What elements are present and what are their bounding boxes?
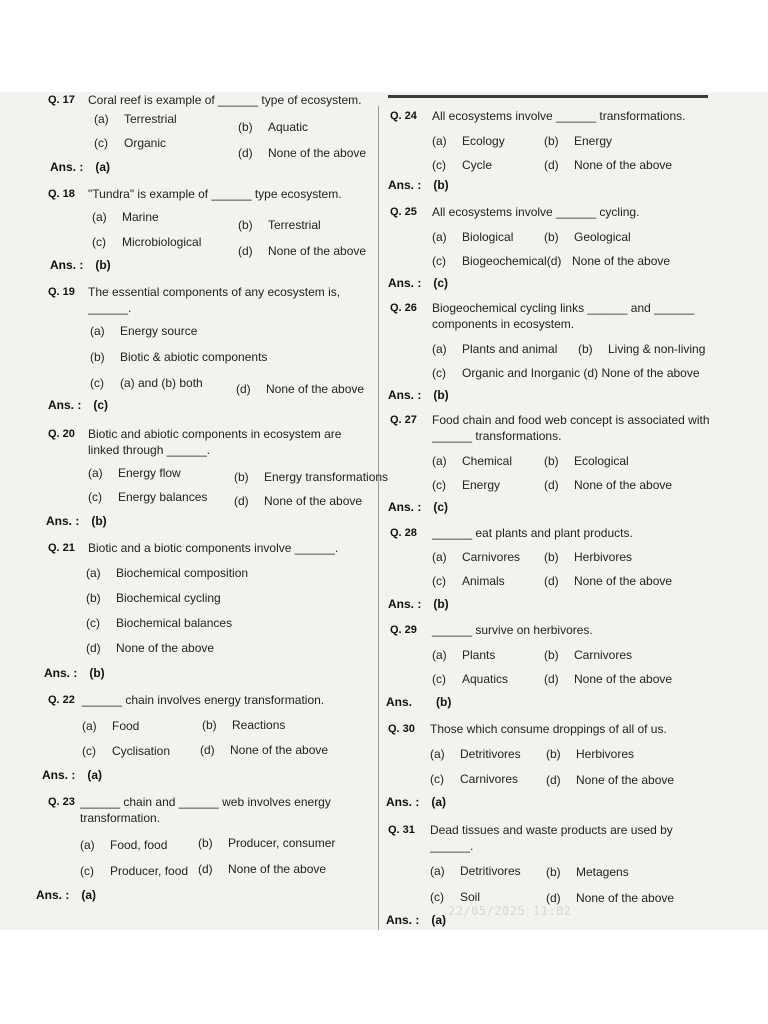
option-b: (b) Biotic & abiotic components — [90, 350, 268, 364]
option-c: (c) Organic — [94, 136, 167, 150]
question-number: Q. 19 — [48, 286, 75, 298]
option-a: (a) Plants — [432, 648, 496, 662]
question-number: Q. 30 — [388, 723, 415, 735]
option-b: (b) Ecological — [544, 454, 629, 468]
question-text: ______ chain involves energy transformation. — [82, 693, 325, 707]
option-c: (c) Soil — [430, 890, 481, 904]
question-text: Biogeochemical cycling links ______ and ______ components in ecosystem. — [432, 301, 695, 331]
question-text: Food chain and food web concept is associated with ______ transformations. — [432, 413, 710, 443]
question-text: "Tundra" is example of ______ type ecosystem. — [88, 187, 342, 201]
answer: Ans. : (b) — [46, 514, 107, 528]
option-d: None of the above — [572, 254, 671, 268]
header-rule — [388, 95, 708, 98]
option-d: (d) None of the above — [238, 146, 367, 160]
answer: Ans. : (b) — [388, 178, 449, 192]
option-a: (a) Detritivores — [430, 747, 521, 761]
option-b: (b) Living & non-living — [578, 342, 706, 356]
option-c: (c) Biochemical balances — [86, 616, 233, 630]
option-a: (a) Energy flow — [88, 466, 181, 480]
option-d: (d) None of the above — [544, 158, 673, 172]
answer: Ans. : (a) — [50, 160, 111, 174]
option-c: (c) (a) and (b) both — [90, 376, 203, 390]
option-b: (b) Terrestrial — [238, 218, 321, 232]
photo-timestamp: 22/05/2025 11:02 — [448, 904, 572, 918]
answer: Ans. : (c) — [388, 500, 449, 514]
question-text: ______ eat plants and plant products. — [432, 526, 633, 540]
option-b: (b) Aquatic — [238, 120, 309, 134]
option-c: (c) Animals — [432, 574, 505, 588]
option-c: (c) Aquatics — [432, 672, 509, 686]
option-a: (a) Terrestrial — [94, 112, 177, 126]
option-c: (c) Organic and Inorganic (d) None of the above — [432, 366, 700, 380]
option-d: (d) None of the above — [238, 244, 367, 258]
option-b: (b) Biochemical cycling — [86, 591, 221, 605]
question-number: Q. 23 — [48, 796, 75, 808]
option-a: (a) Ecology — [432, 134, 505, 148]
option-a: (a) Carnivores — [432, 550, 521, 564]
column-divider — [378, 106, 379, 930]
answer: Ans. : (a) — [42, 768, 103, 782]
question-text: Biotic and abiotic components in ecosystem are linked through ______. — [88, 427, 342, 457]
question-text: ______ survive on herbivores. — [432, 623, 593, 637]
answer: Ans. : (a) — [386, 795, 447, 809]
option-c: (c) Biogeochemical(d) — [432, 254, 562, 268]
question-number: Q. 18 — [48, 188, 75, 200]
option-b: (b) Energy — [544, 134, 613, 148]
question-text: Biotic and a biotic components involve ______. — [88, 541, 339, 555]
answer: Ans. : (c) — [388, 276, 449, 290]
question-text: Those which consume droppings of all of us. — [430, 722, 667, 736]
option-d: (d) None of the above — [198, 862, 327, 876]
question-text: The essential components of any ecosystem is, ______. — [88, 285, 341, 315]
question-number: Q. 29 — [390, 624, 417, 636]
option-c: (c) Producer, food — [80, 864, 189, 878]
question-number: Q. 17 — [48, 94, 75, 106]
option-d: (d) None of the above — [234, 494, 363, 508]
option-c: (c) Energy — [432, 478, 501, 492]
option-a: (a) Chemical — [432, 454, 513, 468]
question-number: Q. 26 — [390, 302, 417, 314]
question-number: Q. 24 — [390, 110, 417, 122]
answer: Ans. : (b) — [388, 597, 449, 611]
option-d: (d) None of the above — [200, 743, 329, 757]
option-d: (d) None of the above — [546, 773, 675, 787]
answer: Ans. : (b) — [388, 388, 449, 402]
option-b: (b) Energy transformations — [234, 470, 389, 484]
option-b: (b) Metagens — [546, 865, 629, 879]
option-a: (a) Detritivores — [430, 864, 521, 878]
option-a: (a) Energy source — [90, 324, 198, 338]
option-a: (a) Food — [82, 719, 140, 733]
option-d: (d) None of the above — [544, 574, 673, 588]
option-b: (b) Reactions — [202, 718, 286, 732]
option-a: (a) Food, food — [80, 838, 168, 852]
option-c: (c) Microbiological — [92, 235, 202, 249]
option-b: (b) Producer, consumer — [198, 836, 336, 850]
answer: Ans. : (b) — [50, 258, 111, 272]
option-b: (b) Herbivores — [544, 550, 633, 564]
option-d: (d) None of the above — [86, 641, 215, 655]
option-c: (c) Carnivores — [430, 772, 519, 786]
document-page — [0, 92, 768, 930]
option-c: (c) Cyclisation — [82, 744, 171, 758]
option-a: (a) Plants and animal — [432, 342, 558, 356]
option-d: (d) None of the above — [544, 478, 673, 492]
option-a: (a) Biological — [432, 230, 514, 244]
answer: Ans. : (b) — [44, 666, 105, 680]
question-text: ______ chain and ______ web involves energy transformation. — [80, 795, 331, 825]
question-number: Q. 22 — [48, 694, 75, 706]
option-d: (d) None of the above — [546, 891, 675, 905]
question-text: All ecosystems involve ______ cycling. — [432, 205, 640, 219]
option-b: (b) Geological — [544, 230, 631, 244]
answer: Ans. : (c) — [48, 398, 109, 412]
option-c: (c) Energy balances — [88, 490, 208, 504]
question-number: Q. 21 — [48, 542, 75, 554]
question-number: Q. 31 — [388, 824, 415, 836]
question-number: Q. 28 — [390, 527, 417, 539]
option-a: (a) Marine — [92, 210, 159, 224]
option-b: (b) Carnivores — [544, 648, 633, 662]
question-number: Q. 27 — [390, 414, 417, 426]
question-text: All ecosystems involve ______ transformations. — [432, 109, 686, 123]
question-number: Q. 20 — [48, 428, 75, 440]
option-b: (b) Herbivores — [546, 747, 635, 761]
answer: Ans. : (a) — [36, 888, 97, 902]
answer: Ans. : (a) — [386, 913, 447, 927]
question-text: Coral reef is example of ______ type of ecosystem. — [88, 93, 362, 107]
answer: Ans. (b) — [386, 695, 452, 709]
question-text: Dead tissues and waste products are used by ______. — [430, 823, 673, 853]
option-d: (d) None of the above — [544, 672, 673, 686]
option-d: (d) None of the above — [236, 382, 365, 396]
question-number: Q. 25 — [390, 206, 417, 218]
option-c: (c) Cycle — [432, 158, 493, 172]
option-a: (a) Biochemical composition — [86, 566, 249, 580]
